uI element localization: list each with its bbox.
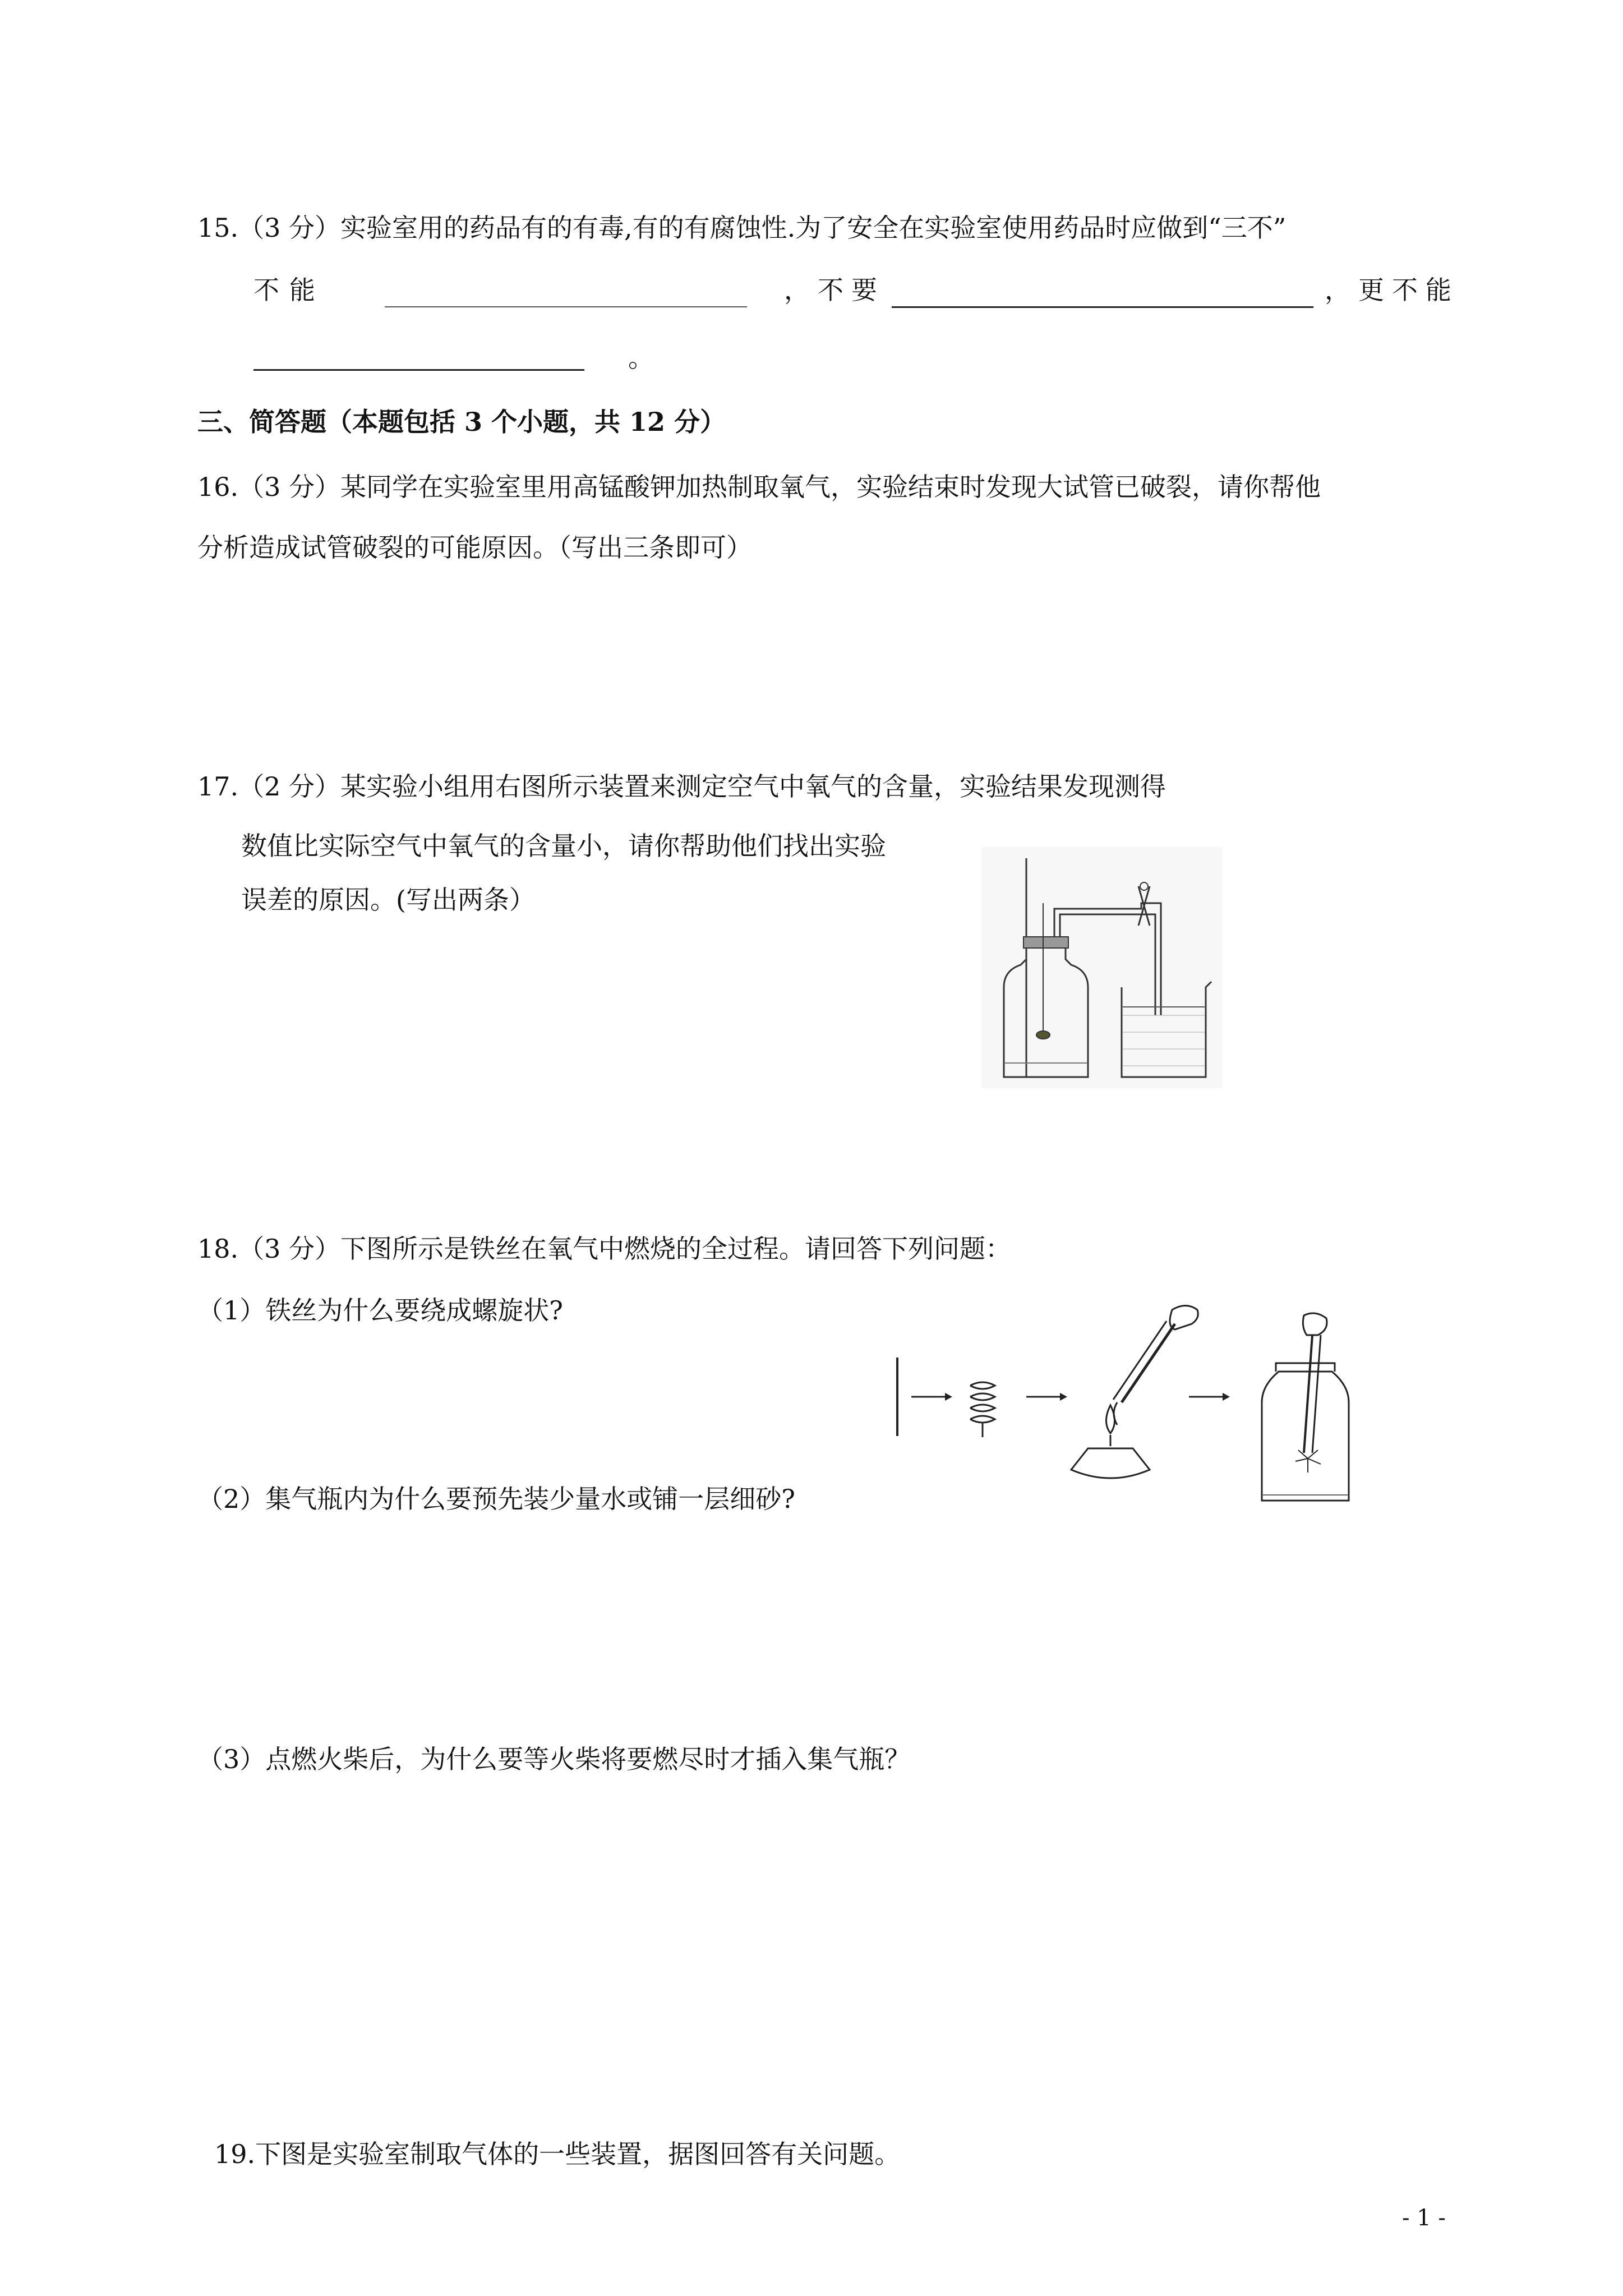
q18-sub2: （2）集气瓶内为什么要预先装少量水或铺一层细砂?	[197, 1484, 795, 1514]
section-heading: 三、简答题（本题包括 3 个小题，共 12 分）	[197, 407, 726, 437]
q15-part3: ，更不能	[1325, 275, 1459, 305]
page-number: - 1 -	[1402, 2205, 1446, 2231]
q18-line1: 18.（3 分）下图所示是铁丝在氧气中燃烧的全过程。请回答下列问题：	[197, 1234, 1012, 1264]
q15-end: 。	[628, 343, 654, 373]
q15-part2: ，不要	[784, 275, 885, 305]
q16-line1: 16.（3 分）某同学在实验室里用高锰酸钾加热制取氧气，实验结束时发现大试管已破裂，请你帮他	[197, 472, 1321, 502]
q17-line1: 17.（2 分）某实验小组用右图所示装置来测定空气中氧气的含量，实验结果发现测得	[197, 771, 1166, 802]
q17-line3: 误差的原因。(写出两条）	[241, 885, 535, 915]
q15-blank-2[interactable]	[892, 306, 1313, 308]
q15-blank-1[interactable]	[385, 306, 747, 307]
q16-line2: 分析造成试管破裂的可能原因。（写出三条即可）	[197, 532, 752, 563]
q18-sub3: （3）点燃火柴后，为什么要等火柴将要燃尽时才插入集气瓶？	[197, 1744, 911, 1774]
q15-part1: 不能	[253, 275, 325, 305]
q19-line1: 19.下图是实验室制取气体的一些装置，据图回答有关问题。	[214, 2139, 901, 2169]
q17-line2: 数值比实际空气中氧气的含量小，请你帮助他们找出实验	[241, 831, 886, 861]
oxygen-measurement-apparatus-figure	[981, 847, 1223, 1088]
q15-blank-3[interactable]	[253, 369, 584, 371]
q18-sub1: （1）铁丝为什么要绕成螺旋状?	[197, 1295, 563, 1326]
q15-text: 15.（3 分）实验室用的药品有的有毒,有的有腐蚀性.为了安全在实验室使用药品时应做到“三不”	[197, 213, 1287, 243]
iron-wire-combustion-figure	[886, 1290, 1363, 1515]
